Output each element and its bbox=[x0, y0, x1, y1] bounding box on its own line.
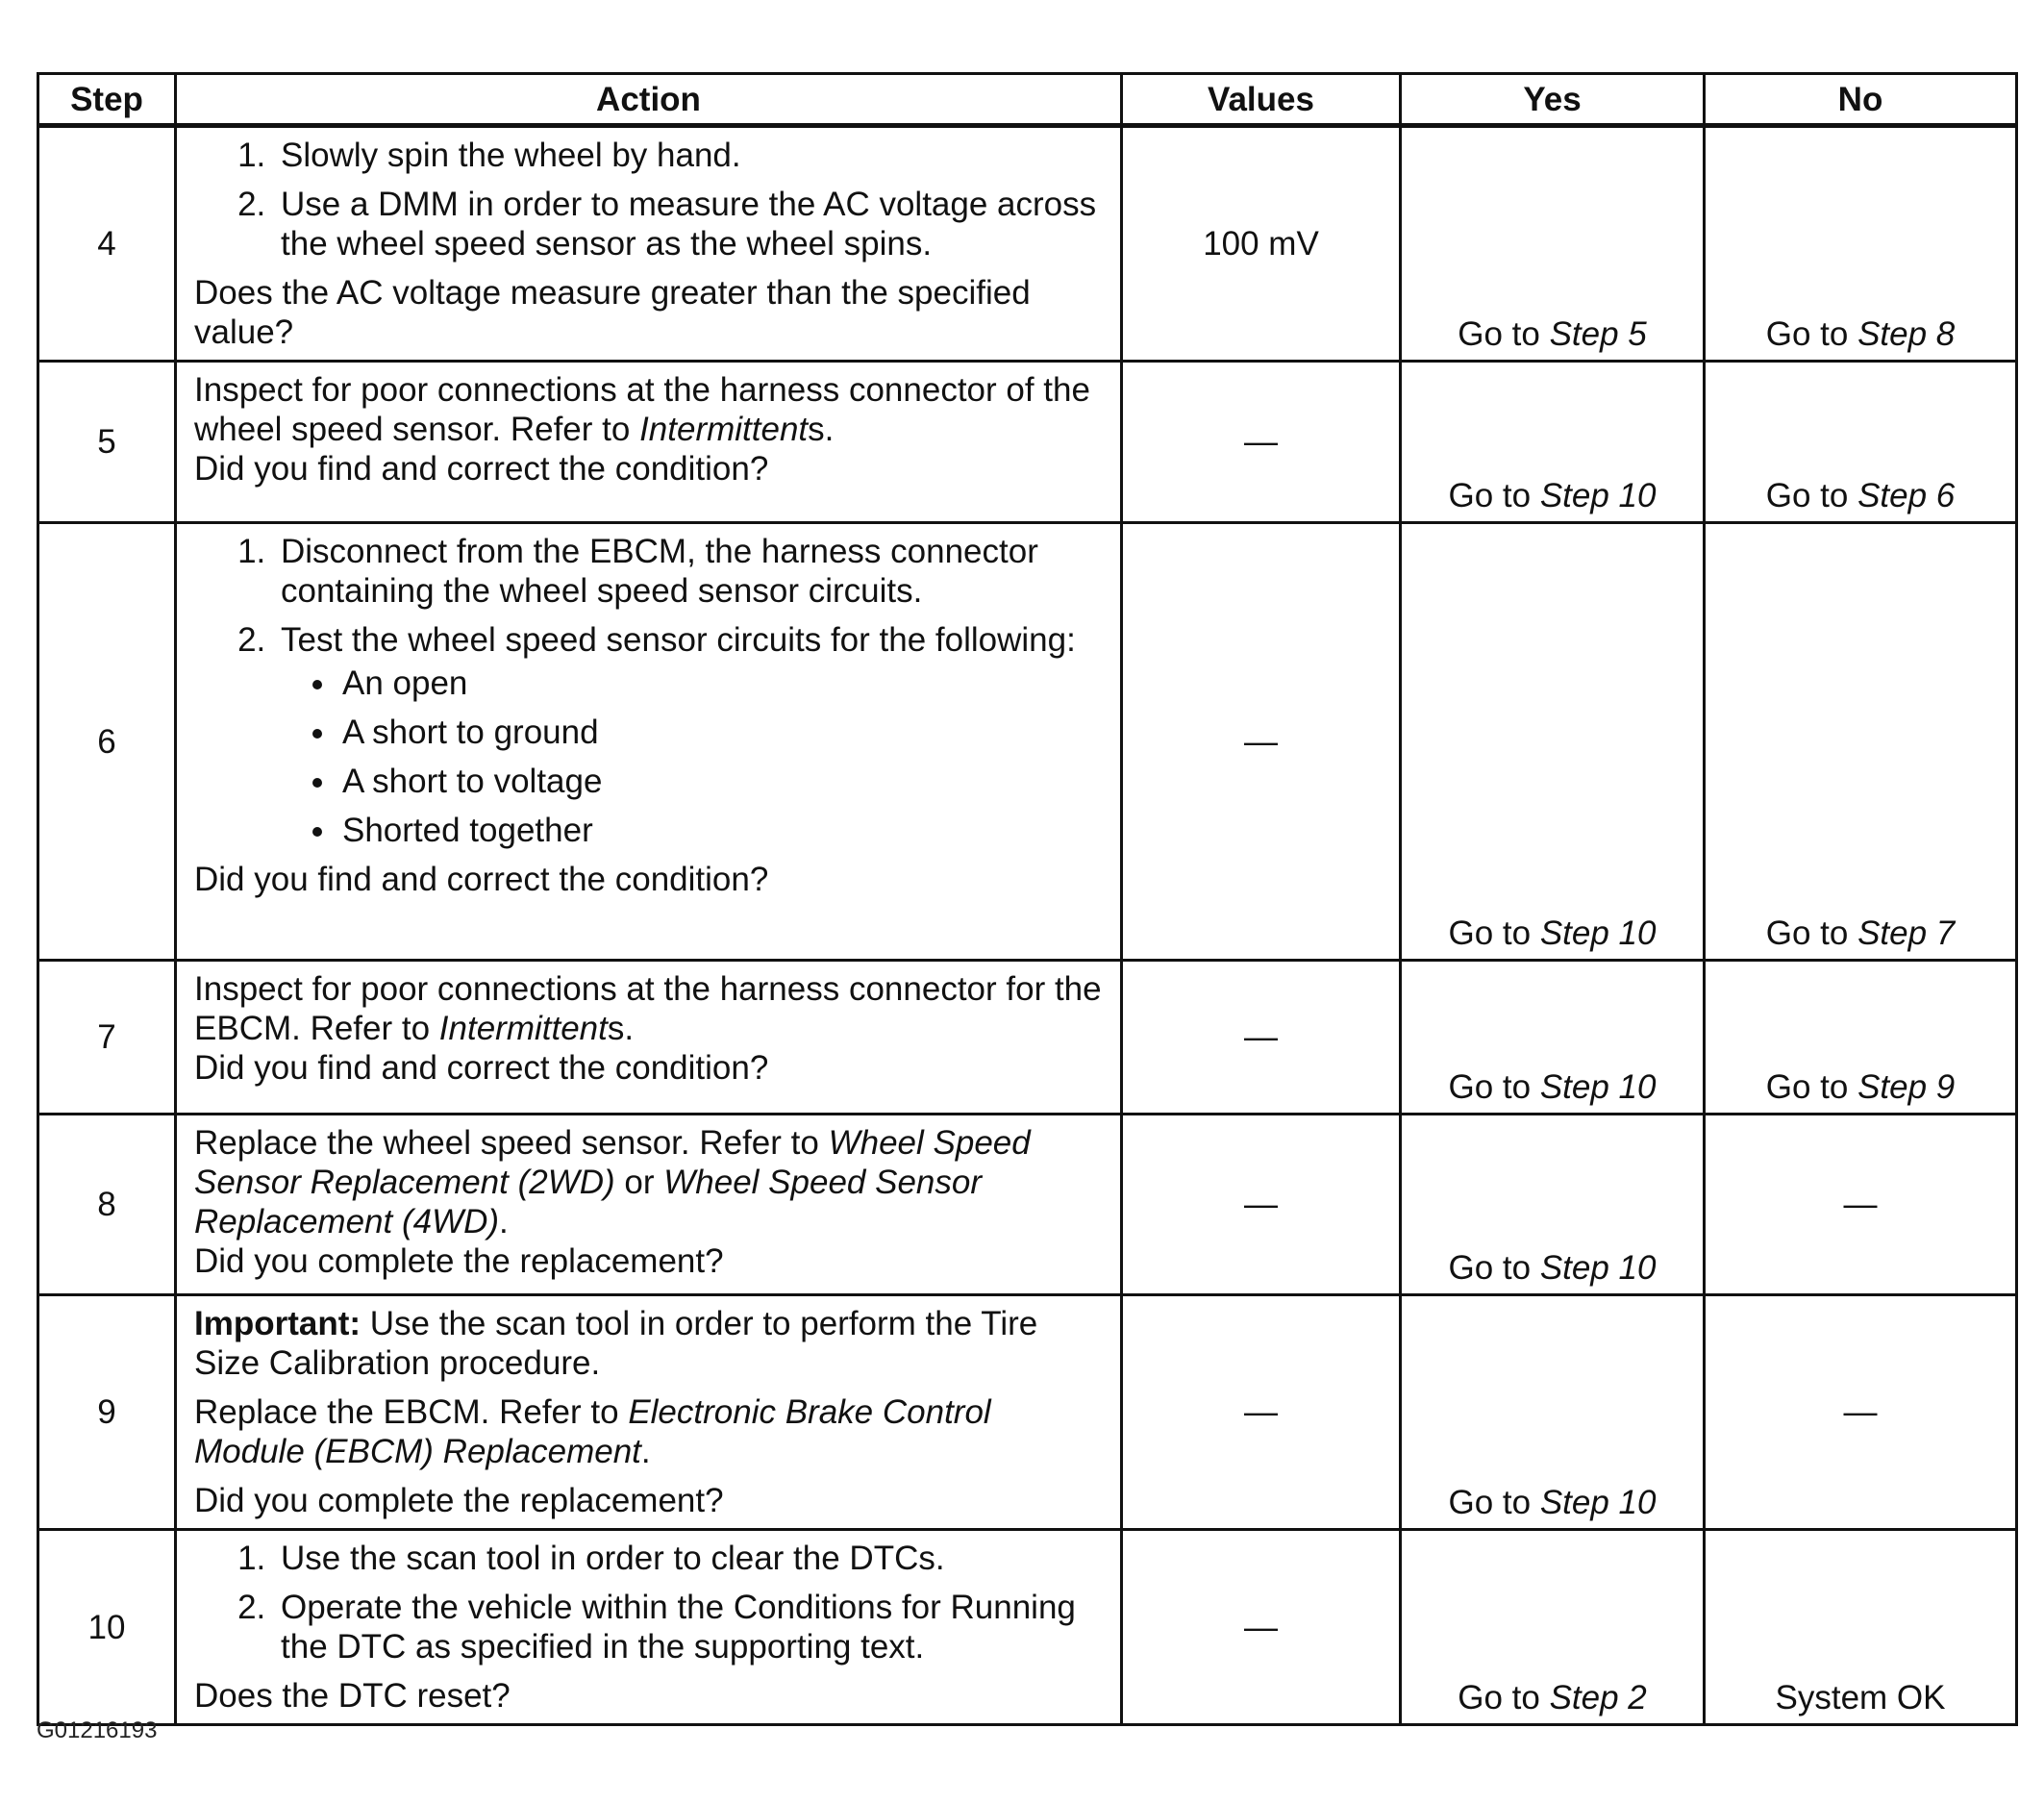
reference-link[interactable]: Wheel Speed Sensor Replacement (2WD) bbox=[194, 1124, 1031, 1201]
action-text-part: . bbox=[640, 1433, 651, 1470]
goto-prefix: Go to bbox=[1448, 1484, 1540, 1521]
goto-prefix: Go to bbox=[1765, 477, 1858, 514]
value-cell: — bbox=[1122, 362, 1401, 523]
action-text bbox=[194, 1123, 1107, 1241]
action-question: Did you complete the replacement? bbox=[194, 1242, 724, 1280]
step-link[interactable]: Step 5 bbox=[1549, 315, 1647, 353]
step-link[interactable]: Step 10 bbox=[1539, 1068, 1657, 1106]
action-question: Does the AC voltage measure greater than the specified value? bbox=[194, 274, 1031, 351]
no-cell bbox=[1705, 362, 2017, 523]
step-number: 9 bbox=[38, 1295, 176, 1530]
yes-cell bbox=[1401, 523, 1705, 961]
action-question: Did you complete the replacement? bbox=[194, 1482, 724, 1519]
important-label: Important: bbox=[194, 1305, 361, 1342]
value-cell: — bbox=[1122, 1115, 1401, 1295]
goto-prefix: Go to bbox=[1448, 1249, 1540, 1287]
table-header-row bbox=[38, 74, 2017, 126]
reference-link[interactable]: Intermittent bbox=[438, 1010, 608, 1047]
action-step: 1. Slowly spin the wheel by hand. bbox=[275, 136, 1107, 175]
condition-item: • Shorted together bbox=[338, 811, 1107, 850]
value-cell: — bbox=[1122, 961, 1401, 1115]
action-step-text: Test the wheel speed sensor circuits for the following: bbox=[281, 621, 1076, 659]
figure-id: G01216193 bbox=[37, 1717, 158, 1743]
step-link[interactable]: Step 8 bbox=[1857, 315, 1956, 353]
table-row bbox=[38, 362, 2017, 523]
header-no: No bbox=[1705, 74, 2017, 126]
action-text-part: s. bbox=[607, 1010, 635, 1047]
no-cell bbox=[1705, 126, 2017, 362]
diagnostic-table bbox=[37, 72, 2018, 1726]
yes-cell bbox=[1401, 1530, 1705, 1725]
value-cell: — bbox=[1122, 523, 1401, 961]
goto-prefix: Go to bbox=[1765, 315, 1858, 353]
step-link[interactable]: Step 10 bbox=[1539, 1484, 1657, 1521]
value-cell: — bbox=[1122, 1530, 1401, 1725]
action-step: 1. Use the scan tool in order to clear the DTCs. bbox=[275, 1539, 1107, 1578]
action-cell bbox=[176, 961, 1122, 1115]
value-cell: 100 mV bbox=[1122, 126, 1401, 362]
action-step bbox=[275, 620, 1107, 850]
header-values: Values bbox=[1122, 74, 1401, 126]
table-row bbox=[38, 523, 2017, 961]
action-question: Did you find and correct the condition? bbox=[194, 1049, 769, 1087]
action-question: Did you find and correct the condition? bbox=[194, 450, 769, 488]
action-steps bbox=[194, 532, 1107, 850]
step-number: 8 bbox=[38, 1115, 176, 1295]
action-cell bbox=[176, 1295, 1122, 1530]
reference-link[interactable]: Electronic Brake Control Module (EBCM) Replacement bbox=[194, 1393, 991, 1470]
step-link[interactable]: Step 10 bbox=[1539, 915, 1657, 952]
action-text bbox=[194, 370, 1107, 449]
action-text-part: Replace the wheel speed sensor. Refer to bbox=[194, 1124, 829, 1162]
no-cell bbox=[1705, 961, 2017, 1115]
goto-prefix: Go to bbox=[1765, 1068, 1858, 1106]
action-text-part: Inspect for poor connections at the harness connector for the EBCM. Refer to bbox=[194, 970, 1102, 1047]
goto-prefix: Go to bbox=[1765, 915, 1858, 952]
step-number: 7 bbox=[38, 961, 176, 1115]
action-text-part: Inspect for poor connections at the harness connector of the wheel speed sensor. Refer to bbox=[194, 371, 1090, 448]
step-link[interactable]: Step 9 bbox=[1857, 1068, 1956, 1106]
header-action: Action bbox=[176, 74, 1122, 126]
action-text-part: s. bbox=[808, 411, 835, 448]
yes-cell bbox=[1401, 961, 1705, 1115]
goto-prefix: Go to bbox=[1458, 1679, 1550, 1716]
goto-prefix: Go to bbox=[1448, 1068, 1540, 1106]
action-step: 2. Use a DMM in order to measure the AC voltage across the wheel speed sensor as the wheel spins. bbox=[275, 185, 1107, 263]
action-text-part: Replace the EBCM. Refer to bbox=[194, 1393, 629, 1431]
table-row bbox=[38, 126, 2017, 362]
step-link[interactable]: Step 10 bbox=[1539, 1249, 1657, 1287]
step-link[interactable]: Step 6 bbox=[1857, 477, 1956, 514]
step-link[interactable]: Step 10 bbox=[1539, 477, 1657, 514]
yes-cell bbox=[1401, 1115, 1705, 1295]
action-text-part: . bbox=[499, 1203, 509, 1240]
header-step: Step bbox=[38, 74, 176, 126]
table-row bbox=[38, 961, 2017, 1115]
action-cell bbox=[176, 523, 1122, 961]
step-number: 4 bbox=[38, 126, 176, 362]
action-question: Did you find and correct the condition? bbox=[194, 861, 769, 898]
goto-prefix: Go to bbox=[1448, 477, 1540, 514]
action-steps bbox=[194, 1539, 1107, 1666]
header-yes: Yes bbox=[1401, 74, 1705, 126]
goto-prefix: Go to bbox=[1458, 315, 1550, 353]
condition-list bbox=[281, 664, 1107, 850]
reference-link[interactable]: Intermittent bbox=[639, 411, 809, 448]
goto-prefix: Go to bbox=[1448, 915, 1540, 952]
important-note bbox=[194, 1304, 1107, 1383]
condition-item: • An open bbox=[338, 664, 1107, 703]
table-row bbox=[38, 1295, 2017, 1530]
action-step: 2. Operate the vehicle within the Conditions for Running the DTC as specified in the supporting text. bbox=[275, 1588, 1107, 1666]
table-row bbox=[38, 1115, 2017, 1295]
yes-cell bbox=[1401, 362, 1705, 523]
no-cell: — bbox=[1705, 1295, 2017, 1530]
action-text-part: or bbox=[614, 1164, 664, 1201]
step-number: 6 bbox=[38, 523, 176, 961]
step-link[interactable]: Step 7 bbox=[1857, 915, 1956, 952]
action-question: Does the DTC reset? bbox=[194, 1677, 511, 1715]
condition-item: • A short to ground bbox=[338, 713, 1107, 752]
yes-cell bbox=[1401, 126, 1705, 362]
action-cell bbox=[176, 1115, 1122, 1295]
action-step: 1. Disconnect from the EBCM, the harness connector containing the wheel speed sensor circuits. bbox=[275, 532, 1107, 611]
table-row bbox=[38, 1530, 2017, 1725]
action-steps bbox=[194, 136, 1107, 263]
no-cell: System OK bbox=[1705, 1530, 2017, 1725]
yes-cell bbox=[1401, 1295, 1705, 1530]
action-text bbox=[194, 969, 1107, 1048]
action-text bbox=[194, 1392, 1107, 1471]
no-cell: — bbox=[1705, 1115, 2017, 1295]
action-cell bbox=[176, 126, 1122, 362]
action-cell bbox=[176, 362, 1122, 523]
important-text: Use the scan tool in order to perform the Tire Size Calibration procedure. bbox=[194, 1305, 1038, 1382]
value-cell: — bbox=[1122, 1295, 1401, 1530]
step-number: 5 bbox=[38, 362, 176, 523]
action-cell bbox=[176, 1530, 1122, 1725]
condition-item: • A short to voltage bbox=[338, 762, 1107, 801]
reference-link[interactable]: Wheel Speed Sensor Replacement (4WD) bbox=[194, 1164, 982, 1240]
no-cell bbox=[1705, 523, 2017, 961]
step-link[interactable]: Step 2 bbox=[1549, 1679, 1647, 1716]
step-number: 10 bbox=[38, 1530, 176, 1725]
